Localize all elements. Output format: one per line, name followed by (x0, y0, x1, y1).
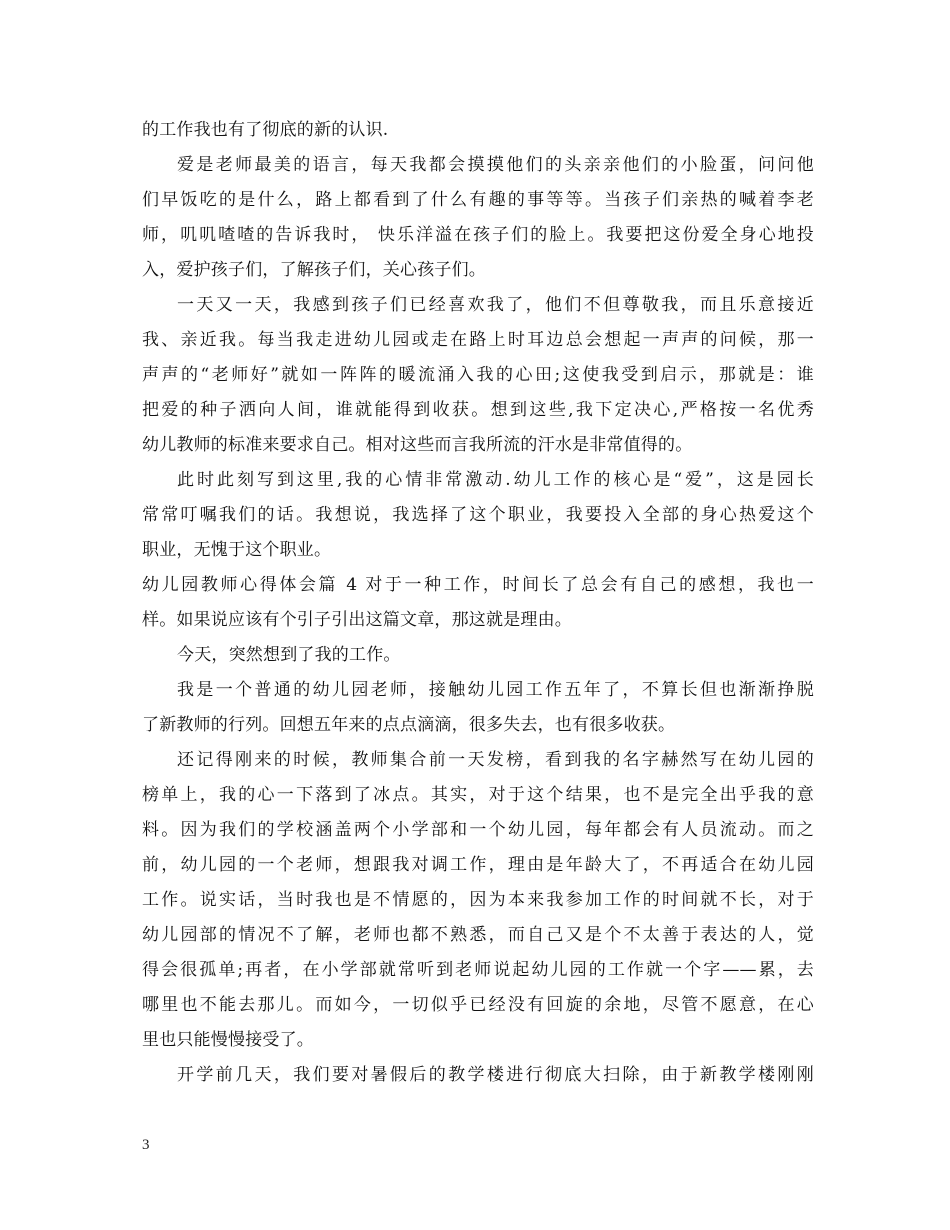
text-line: 的工作我也有了彻底的新的认识. (142, 120, 389, 140)
text-line: 料。因为我们的学校涵盖两个小学部和一个幼儿园，每年都会有人员流动。而之 (142, 820, 814, 840)
text-line: 幼儿教师的标准来要求自己。相对这些而言我所流的汗水是非常值得的。 (142, 435, 693, 455)
text-line: 我是一个普通的幼儿园老师，接触幼儿园工作五年了，不算长但也渐渐挣脱 (177, 680, 814, 700)
text-line: 入，爱护孩子们，了解孩子们，关心孩子们。 (142, 260, 486, 280)
text-line: 样。如果说应该有个引子引出这篇文章，那这就是理由。 (142, 610, 572, 630)
text-line: 职业，无愧于这个职业。 (142, 540, 332, 560)
text-line: 爱是老师最美的语言，每天我都会摸摸他们的头亲亲他们的小脸蛋，问问他 (177, 155, 814, 175)
text-line: 声声的“老师好”就如一阵阵的暖流涌入我的心田;这使我受到启示，那就是：谁 (142, 365, 814, 385)
text-line: 我、亲近我。每当我走进幼儿园或走在路上时耳边总会想起一声声的问候，那一 (142, 330, 814, 350)
text-line: 工作。说实话，当时我也是不情愿的，因为本来我参加工作的时间就不长，对于 (142, 890, 814, 910)
text-line: 开学前几天，我们要对暑假后的教学楼进行彻底大扫除，由于新教学楼刚刚 (177, 1065, 814, 1085)
text-line: 一天又一天，我感到孩子们已经喜欢我了，他们不但尊敬我，而且乐意接近 (177, 295, 814, 315)
page-number: 3 (142, 1137, 150, 1153)
text-line: 把爱的种子洒向人间，谁就能得到收获。想到这些,我下定决心,严格按一名优秀 (142, 400, 814, 420)
text-line: 师，叽叽喳喳的告诉我时， 快乐洋溢在孩子们的脸上。我要把这份爱全身心地投 (142, 225, 814, 245)
text-line: 还记得刚来的时候，教师集合前一天发榜，看到我的名字赫然写在幼儿园的 (177, 750, 814, 770)
text-line: 今天，突然想到了我的工作。 (177, 645, 401, 665)
text-line: 们早饭吃的是什么，路上都看到了什么有趣的事等等。当孩子们亲热的喊着李老 (142, 190, 814, 210)
body-text (142, 113, 814, 1093)
text-line: 幼儿园部的情况不了解，老师也都不熟悉，而自己又是个不太善于表达的人，觉 (142, 925, 814, 945)
text-line: 此时此刻写到这里,我的心情非常激动.幼儿工作的核心是“爱”，这是园长 (177, 470, 814, 490)
text-line: 了新教师的行列。回想五年来的点点滴滴，很多失去，也有很多收获。 (142, 715, 676, 735)
text-line: 哪里也不能去那儿。而如今，一切似乎已经没有回旋的余地，尽管不愿意，在心 (142, 995, 814, 1015)
text-line: 前，幼儿园的一个老师，想跟我对调工作，理由是年龄大了，不再适合在幼儿园 (142, 855, 814, 875)
text-line: 里也只能慢慢接受了。 (142, 1030, 314, 1050)
text-line: 榜单上，我的心一下落到了冰点。其实，对于这个结果，也不是完全出乎我的意 (142, 785, 814, 805)
section-heading-line: 幼儿园教师心得体会篇 4 对于一种工作，时间长了总会有自己的感想，我也一 (142, 575, 814, 595)
text-line: 常常叮嘱我们的话。我想说，我选择了这个职业，我要投入全部的身心热爱这个 (142, 505, 814, 525)
text-line: 得会很孤单;再者，在小学部就常听到老师说起幼儿园的工作就一个字——累，去 (142, 960, 814, 980)
